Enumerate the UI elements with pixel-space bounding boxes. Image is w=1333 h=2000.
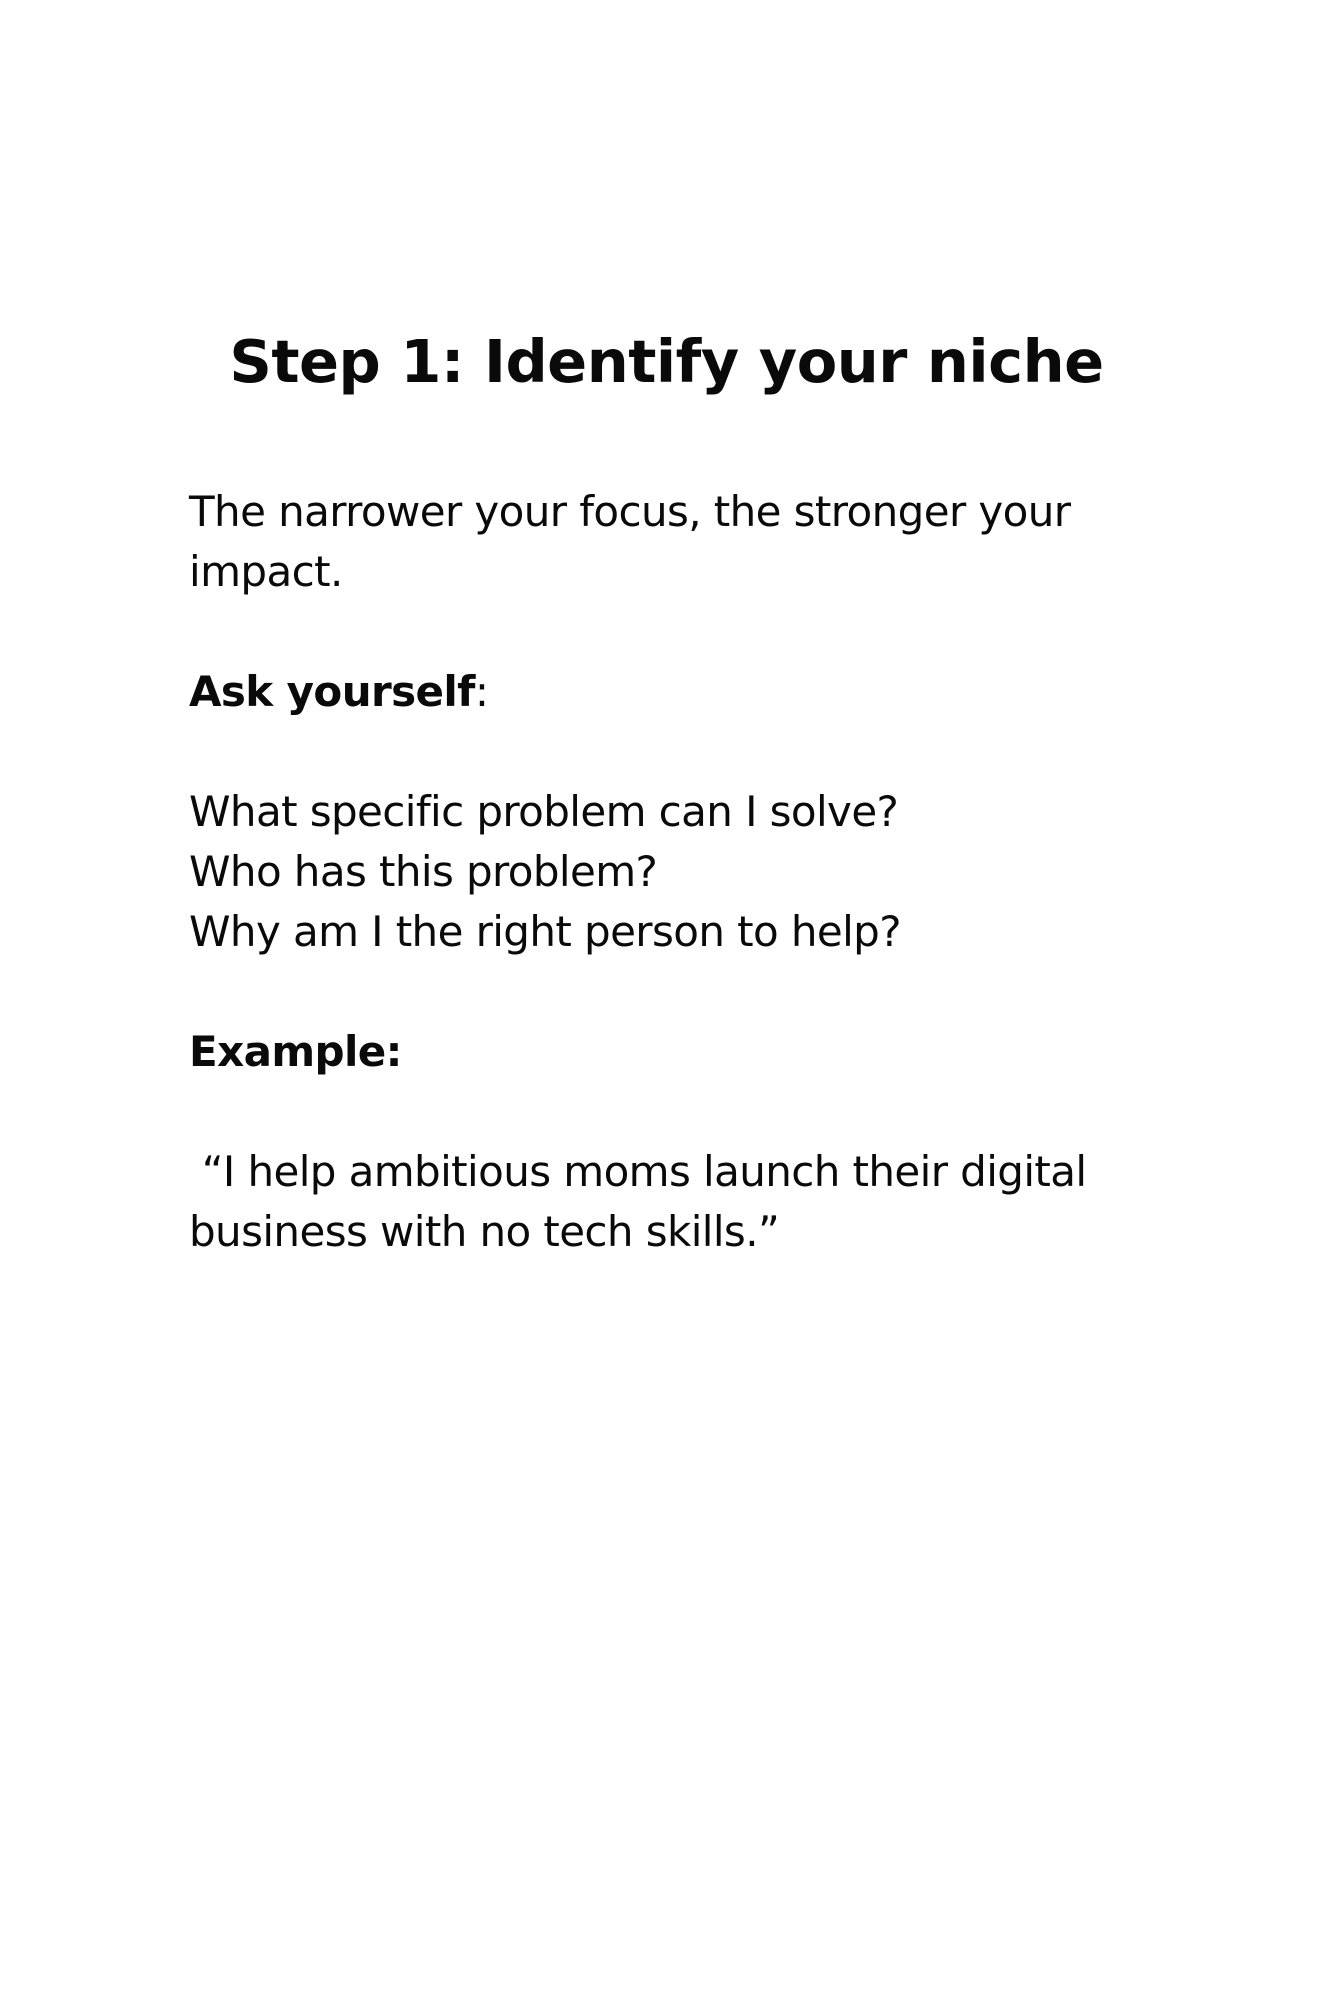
question-item: What specific problem can I solve? bbox=[189, 787, 899, 836]
intro-paragraph: The narrower your focus, the stronger your impact. bbox=[189, 487, 1071, 596]
question-list bbox=[189, 782, 1109, 962]
ask-yourself-label: Ask yourself bbox=[189, 667, 475, 716]
ask-yourself-colon: : bbox=[474, 667, 489, 716]
spacer bbox=[189, 1082, 1109, 1142]
example-heading: Example: bbox=[189, 1027, 402, 1076]
page-content bbox=[189, 482, 1109, 1262]
question-item: Why am I the right person to help? bbox=[189, 907, 901, 956]
question-item: Who has this problem? bbox=[189, 847, 658, 896]
spacer bbox=[189, 962, 1109, 1022]
spacer bbox=[189, 602, 1109, 662]
spacer bbox=[189, 722, 1109, 782]
ask-yourself-heading bbox=[189, 662, 1109, 722]
example-quote: “I help ambitious moms launch their digital business with no tech skills.” bbox=[189, 1147, 1100, 1256]
page-title: Step 1: Identify your niche bbox=[229, 327, 1104, 396]
